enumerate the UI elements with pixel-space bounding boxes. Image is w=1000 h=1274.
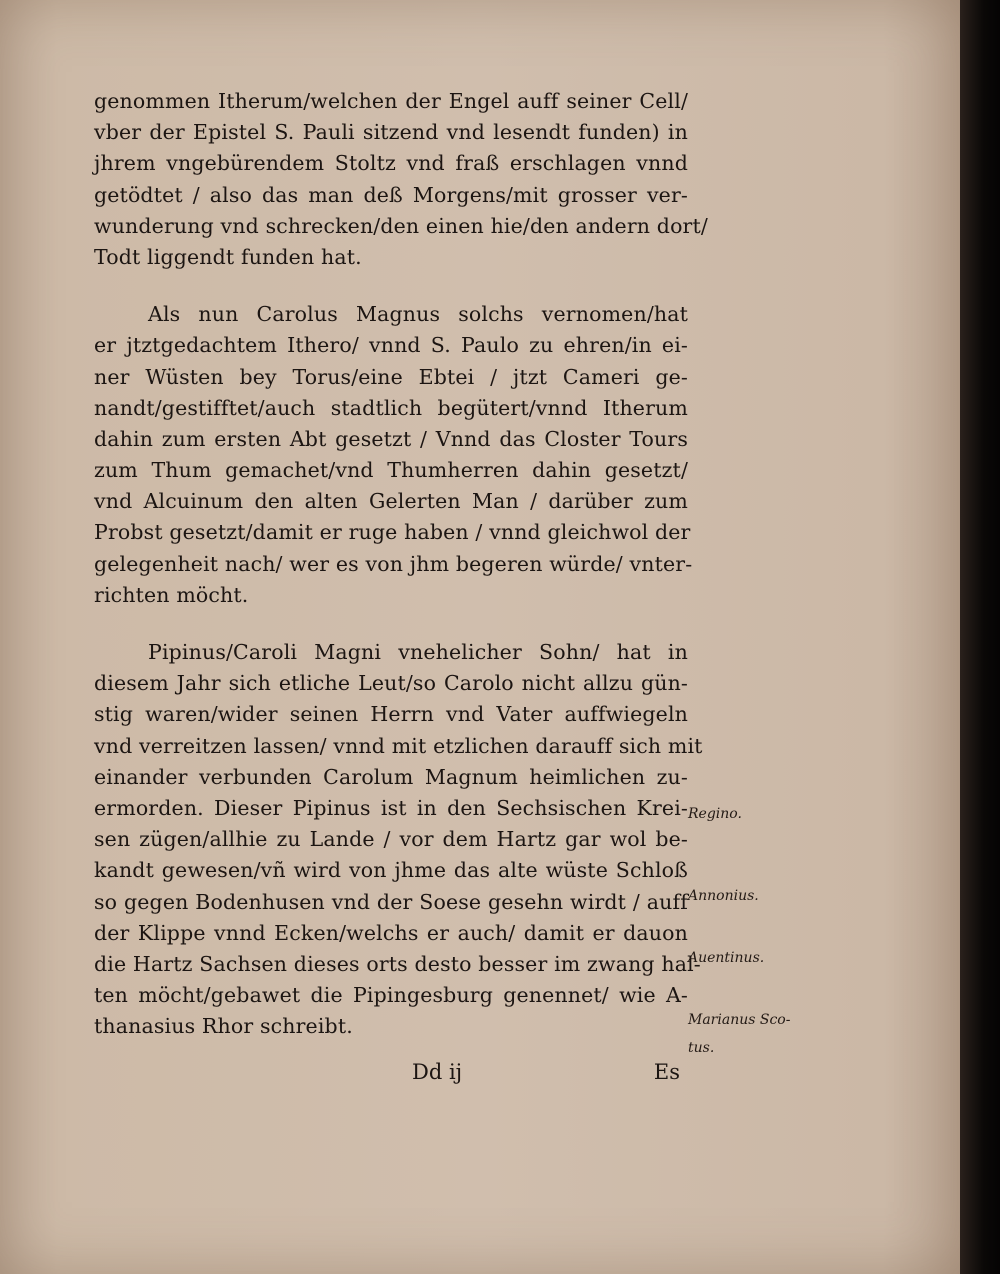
text-line: vber der Epistel S. Pauli sitzend vnd lesendt funden) in	[94, 120, 688, 145]
page-footer	[94, 1060, 688, 1096]
text-line: genommen Itherum/welchen der Engel auff seiner Cell/	[94, 89, 688, 113]
text-line: ermorden. Dieser Pipinus ist in den Sechsischen Krei-	[94, 795, 688, 820]
text-line: wunderung vnd schrecken/den einen hie/den andern dort/	[94, 213, 708, 238]
text-line: gelegenheit nach/ wer es von jhm begeren würde/ vnter-	[94, 551, 693, 576]
text-line: nandt/gestifftet/auch stadtlich begütert/vnnd Itherum	[94, 395, 688, 420]
text-line: er jtztgedachtem Ithero/ vnnd S. Paulo zu ehren/in ei-	[94, 333, 688, 358]
text-line: richten möcht.	[94, 582, 249, 607]
text-line: vnd Alcuinum den alten Gelerten Man / darüber zum	[94, 489, 688, 514]
text-line: die Hartz Sachsen dieses orts desto besser im zwang hal-	[94, 951, 701, 976]
paragraph-3	[94, 637, 703, 1042]
signature-mark: Dd ij	[412, 1060, 463, 1084]
margin-note-marianus: Marianus Sco-	[688, 1012, 791, 1028]
margin-note-scotus: tus.	[688, 1040, 715, 1056]
paragraph-2	[94, 299, 693, 611]
text-line: ner Wüsten bey Torus/eine Ebtei / jtzt Cameri ge-	[94, 364, 688, 389]
text-line: zum Thum gemachet/vnd Thumherren dahin gesetzt/	[94, 458, 688, 483]
main-text	[94, 86, 708, 1042]
text-line: kandt gewesen/vñ wird von jhme das alte wüste Schloß	[94, 858, 688, 883]
margin-note-auentinus: Auentinus.	[688, 950, 765, 966]
text-line: thanasius Rhor schreibt.	[94, 1014, 353, 1039]
margin-note-annonius: Annonius.	[688, 888, 759, 904]
text-line: so gegen Bodenhusen vnd der Soese gesehn wirdt / auff	[94, 889, 688, 914]
text-line: ten möcht/gebawet die Pipingesburg genennet/ wie A-	[94, 983, 688, 1008]
text-line: der Klippe vnnd Ecken/welchs er auch/ damit er dauon	[94, 920, 688, 945]
paragraph-1	[94, 86, 708, 273]
catchword: Es	[653, 1060, 680, 1084]
text-line: einander verbunden Carolum Magnum heimlichen zu-	[94, 764, 688, 789]
text-line: Todt liggendt funden hat.	[94, 244, 362, 269]
text-line: getödtet / also das man deß Morgens/mit grosser ver-	[94, 182, 688, 207]
text-line: vnd verreitzen lassen/ vnnd mit etzlichen darauff sich mit	[94, 733, 703, 758]
text-line: Pipinus/Caroli Magni vnehelicher Sohn/ hat in	[148, 640, 688, 664]
text-line: dahin zum ersten Abt gesetzt / Vnnd das Closter Tours	[94, 426, 688, 451]
page-edge-shadow	[960, 0, 1000, 1274]
text-line: diesem Jahr sich etliche Leut/so Carolo nicht allzu gün-	[94, 671, 688, 696]
text-line: stig waren/wider seinen Herrn vnd Vater auffwiegeln	[94, 702, 688, 727]
text-line: Probst gesetzt/damit er ruge haben / vnnd gleichwol der	[94, 520, 691, 545]
text-line: Als nun Carolus Magnus solchs vernomen/hat	[148, 302, 688, 327]
text-line: sen zügen/allhie zu Lande / vor dem Hartz gar wol be-	[94, 827, 688, 852]
margin-note-regino: Regino.	[688, 806, 742, 822]
text-line: jhrem vngebürendem Stoltz vnd fraß erschlagen vnnd	[94, 151, 688, 176]
